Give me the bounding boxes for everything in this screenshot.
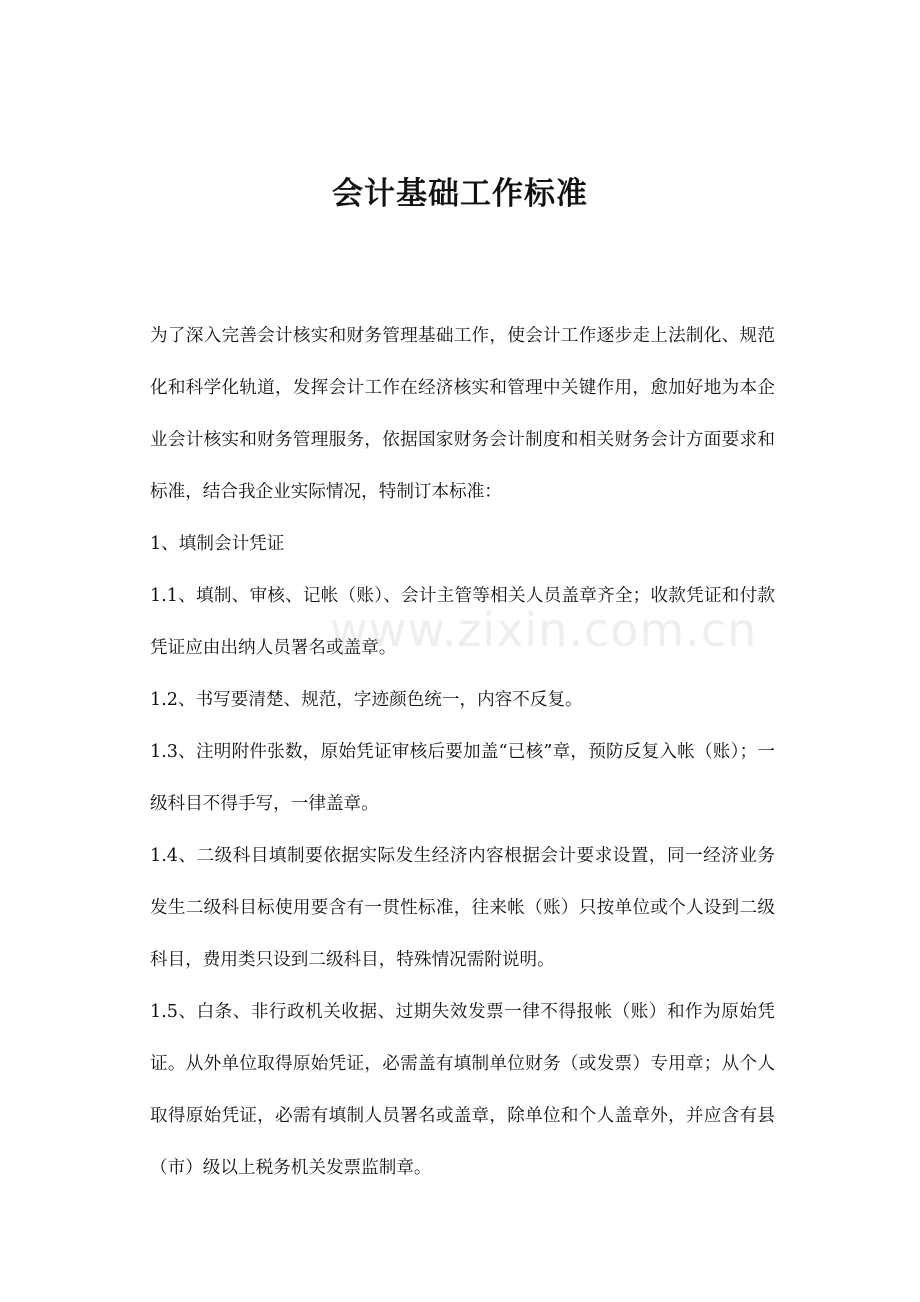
clause-1-1: 1.1、填制、审核、记帐（账）、会计主管等相关人员盖章齐全；收款凭证和付款凭证应由出纳人员署名或盖章。 — [150, 586, 775, 658]
intro-paragraph: 为了深入完善会计核实和财务管理基础工作，使会计工作逐步走上法制化、规范化和科学化轨道，发挥会计工作在经济核实和管理中关键作用，愈加好地为本企业会计核实和财务管理服务，依据国家财务会计制度和相关财务会计方面要求和标准，结合我企业实际情况，特制订本标准： — [150, 326, 775, 502]
clause-1-5: 1.5、白条、非行政机关收据、过期失效发票一律不得报帐（账）和作为原始凭证。从外单位取得原始凭证，必需盖有填制单位财务（或发票）专用章；从个人取得原始凭证，必需有填制人员署名或盖章，除单位和个人盖章外，并应含有县（市）级以上税务机关发票监制章。 — [150, 1002, 775, 1178]
document-body — [150, 310, 775, 1194]
clause-1-4: 1.4、二级科目填制要依据实际发生经济内容根据会计要求设置，同一经济业务发生二级科目标使用要含有一贯性标准，往来帐（账）只按单位或个人设到二级科目，费用类只设到二级科目，特殊情况需附说明。 — [150, 846, 775, 970]
watermark: www.zixin.com.cn — [330, 603, 758, 657]
document-title: 会计基础工作标准 — [332, 176, 588, 212]
clause-1-3: 1.3、注明附件张数，原始凭证审核后要加盖“已核”章，预防反复入帐（账）；一级科目不得手写，一律盖章。 — [150, 742, 775, 814]
section-heading-1: 1、填制会计凭证 — [150, 534, 285, 554]
clause-1-2: 1.2、书写要清楚、规范，字迹颜色统一，内容不反复。 — [150, 690, 583, 710]
